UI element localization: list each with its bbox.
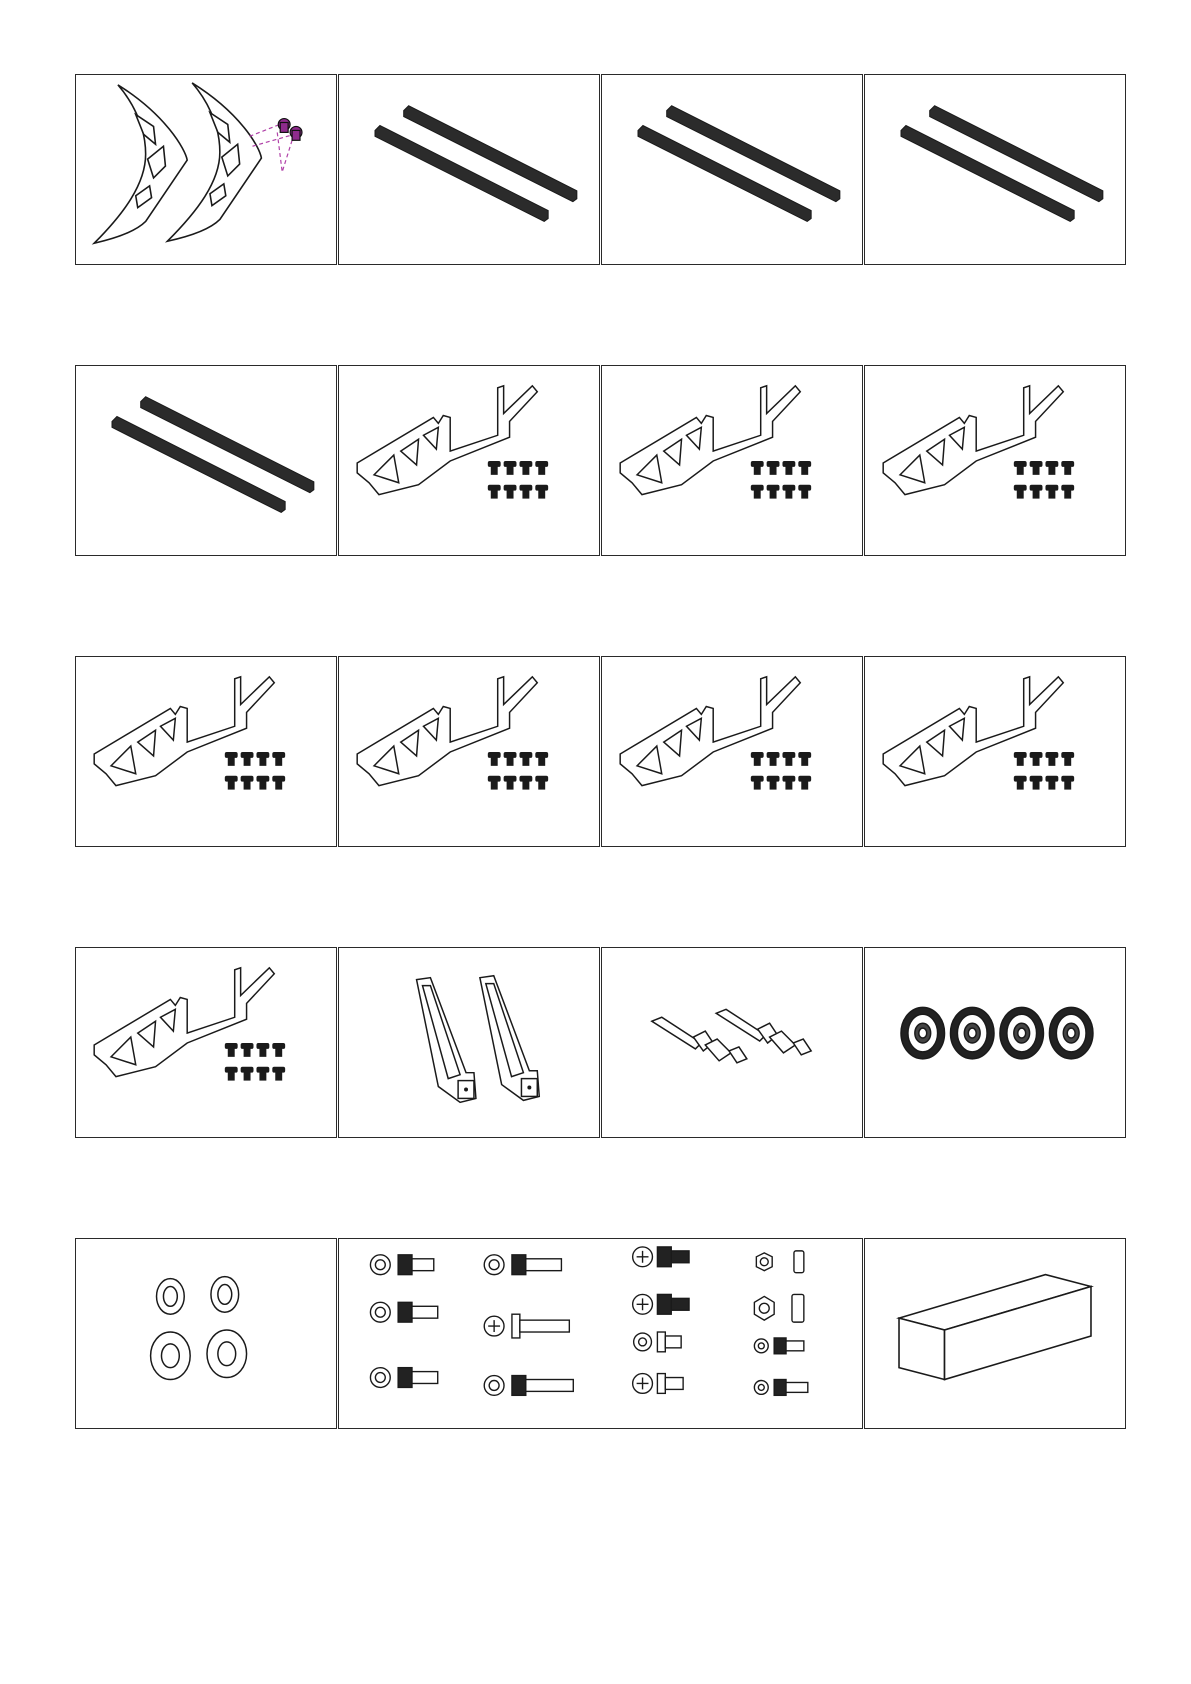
- bearings-icon: [865, 948, 1125, 1137]
- tail-boom-rods-cell-1: [338, 74, 600, 265]
- bearings-cell: [864, 947, 1126, 1138]
- side-frame-with-screws-icon: [76, 948, 336, 1137]
- landing-struts-cell: [338, 947, 600, 1138]
- rod-pair-icon: [76, 366, 336, 555]
- tail-fins-icon: [76, 75, 336, 264]
- tail-boom-rods-cell-4: [75, 365, 337, 556]
- landing-struts-icon: [339, 948, 599, 1137]
- side-frame-with-screws-icon: [602, 657, 862, 846]
- pivot-shafts-cell: [601, 947, 863, 1138]
- side-frame-cell-3: [864, 365, 1126, 556]
- side-frame-cell-5: [338, 656, 600, 847]
- tail-boom-rods-cell-3: [864, 74, 1126, 265]
- side-frame-with-screws-icon: [865, 657, 1125, 846]
- tail-fins-cell: [75, 74, 337, 265]
- side-frame-cell-6: [601, 656, 863, 847]
- hardware-cell: [338, 1238, 863, 1429]
- side-frame-cell-7: [864, 656, 1126, 847]
- rod-pair-icon: [602, 75, 862, 264]
- side-frame-with-screws-icon: [339, 657, 599, 846]
- side-frame-cell-4: [75, 656, 337, 847]
- pivot-shafts-icon: [602, 948, 862, 1137]
- washers-cell: [75, 1238, 337, 1429]
- side-frame-with-screws-icon: [76, 657, 336, 846]
- screws-nuts-washers-icon: [339, 1239, 862, 1428]
- side-frame-with-screws-icon: [865, 366, 1125, 555]
- side-frame-with-screws-icon: [339, 366, 599, 555]
- rod-pair-icon: [339, 75, 599, 264]
- battery-box-icon: [865, 1239, 1125, 1428]
- side-frame-with-screws-icon: [602, 366, 862, 555]
- tail-boom-rods-cell-2: [601, 74, 863, 265]
- washers-icon: [76, 1239, 336, 1428]
- rod-pair-icon: [865, 75, 1125, 264]
- side-frame-cell-8: [75, 947, 337, 1138]
- side-frame-cell-1: [338, 365, 600, 556]
- side-frame-cell-2: [601, 365, 863, 556]
- battery-box-cell: [864, 1238, 1126, 1429]
